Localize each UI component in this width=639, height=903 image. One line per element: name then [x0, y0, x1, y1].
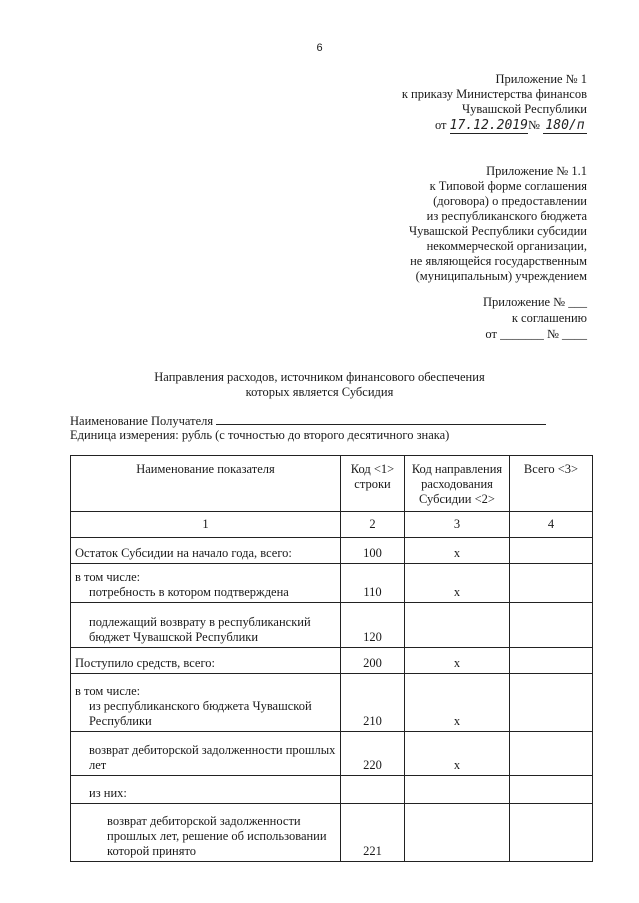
row-label-text: Поступило средств, всего:: [75, 656, 215, 670]
document-title: [0, 370, 639, 400]
order-header-line1: Приложение № 1: [495, 72, 587, 86]
agreement-header: [287, 294, 587, 342]
row-code: 220: [341, 732, 405, 776]
order-header-line2: к приказу Министерства финансов: [401, 87, 587, 101]
recipient-line: [70, 413, 600, 429]
row-label-text: возврат дебиторской задолженности прошлых лет: [89, 743, 336, 772]
row-total[interactable]: [510, 538, 593, 564]
expenses-table: [70, 455, 593, 862]
row-label-text: потребность в котором подтверждена: [89, 585, 289, 599]
order-number-value: 180/п: [543, 118, 587, 134]
col-number-2: 2: [341, 512, 405, 538]
row-total[interactable]: [510, 603, 593, 648]
row-code: 200: [341, 648, 405, 674]
row-label: [71, 776, 341, 804]
row-direction: [405, 776, 510, 804]
order-number-prefix: №: [527, 118, 540, 132]
row-direction: x: [405, 732, 510, 776]
row-direction: x: [405, 648, 510, 674]
row-code: 210: [341, 674, 405, 732]
order-date-line: [287, 118, 587, 134]
appendix-header-line4: из республиканского бюджета: [426, 209, 587, 223]
appendix-header-line3: (договора) о предоставлении: [433, 194, 587, 208]
table-row: [71, 674, 593, 732]
row-label-text: подлежащий возврату в республиканский бюджет Чувашской Республики: [89, 615, 311, 644]
appendix-header: [287, 164, 587, 284]
table-header-row: [71, 456, 593, 512]
row-label-text: возврат дебиторской задолженности прошлых лет, решение об использовании которой принято: [107, 814, 327, 858]
row-code: 110: [341, 564, 405, 603]
row-code: 100: [341, 538, 405, 564]
row-label: [71, 648, 341, 674]
document-title-line1: Направления расходов, источником финансового обеспечения: [154, 370, 485, 384]
row-label-prefix: в том числе:: [75, 570, 141, 584]
col-number-3: 3: [405, 512, 510, 538]
row-code: 221: [341, 804, 405, 862]
row-direction: x: [405, 564, 510, 603]
agreement-header-line1: Приложение № ___: [482, 295, 587, 309]
row-label: [71, 564, 341, 603]
row-total[interactable]: [510, 564, 593, 603]
row-total[interactable]: [510, 732, 593, 776]
appendix-header-line7: не являющейся государственным: [410, 254, 587, 268]
column-number-row: [71, 512, 593, 538]
col-number-4: 4: [510, 512, 593, 538]
appendix-header-line1: Приложение № 1.1: [486, 164, 587, 178]
page-number: 6: [316, 42, 323, 54]
order-date-prefix: от: [434, 118, 447, 132]
row-direction[interactable]: [405, 603, 510, 648]
appendix-header-line6: некоммерческой организации,: [426, 239, 587, 253]
order-header: [287, 72, 587, 134]
row-code: 120: [341, 603, 405, 648]
table-row: [71, 603, 593, 648]
row-total[interactable]: [510, 804, 593, 862]
header-total: Всего <3>: [510, 456, 593, 512]
table-row: [71, 776, 593, 804]
row-label: [71, 804, 341, 862]
row-total: [510, 776, 593, 804]
table-row: [71, 648, 593, 674]
row-label-text: из них:: [89, 786, 127, 800]
header-name: Наименование показателя: [71, 456, 341, 512]
row-direction: x: [405, 674, 510, 732]
recipient-label: Наименование Получателя: [70, 414, 214, 428]
appendix-header-line5: Чувашской Республики субсидии: [409, 224, 587, 238]
agreement-header-line2: к соглашению: [511, 311, 587, 325]
row-total[interactable]: [510, 674, 593, 732]
table-row: [71, 538, 593, 564]
order-date-value: 17.12.2019: [449, 118, 528, 133]
appendix-header-line8: (муниципальным) учреждением: [415, 269, 587, 283]
table-row: [71, 732, 593, 776]
recipient-field[interactable]: [216, 413, 546, 425]
document-title-line2: которых является Субсидия: [245, 385, 394, 399]
row-label-text: Остаток Субсидии на начало года, всего:: [75, 546, 292, 560]
row-direction: x: [405, 538, 510, 564]
col-number-1: 1: [71, 512, 341, 538]
unit-label: Единица измерения: рубль (с точностью до второго десятичного знака): [70, 428, 450, 442]
row-label-text: из республиканского бюджета Чувашской Республики: [89, 699, 312, 728]
row-total[interactable]: [510, 648, 593, 674]
row-label: [71, 603, 341, 648]
row-label: [71, 674, 341, 732]
table-row: [71, 804, 593, 862]
agreement-header-line3: от _______ № ____: [485, 327, 587, 341]
row-label: [71, 732, 341, 776]
row-direction[interactable]: [405, 804, 510, 862]
row-label: [71, 538, 341, 564]
header-code: Код <1> строки: [341, 456, 405, 512]
table-row: [71, 564, 593, 603]
header-direction: Код направления расходования Субсидии <2>: [405, 456, 510, 512]
row-code: [341, 776, 405, 804]
row-label-prefix: в том числе:: [75, 684, 141, 698]
appendix-header-line2: к Типовой форме соглашения: [429, 179, 587, 193]
order-header-line3: Чувашской Республики: [461, 102, 587, 116]
